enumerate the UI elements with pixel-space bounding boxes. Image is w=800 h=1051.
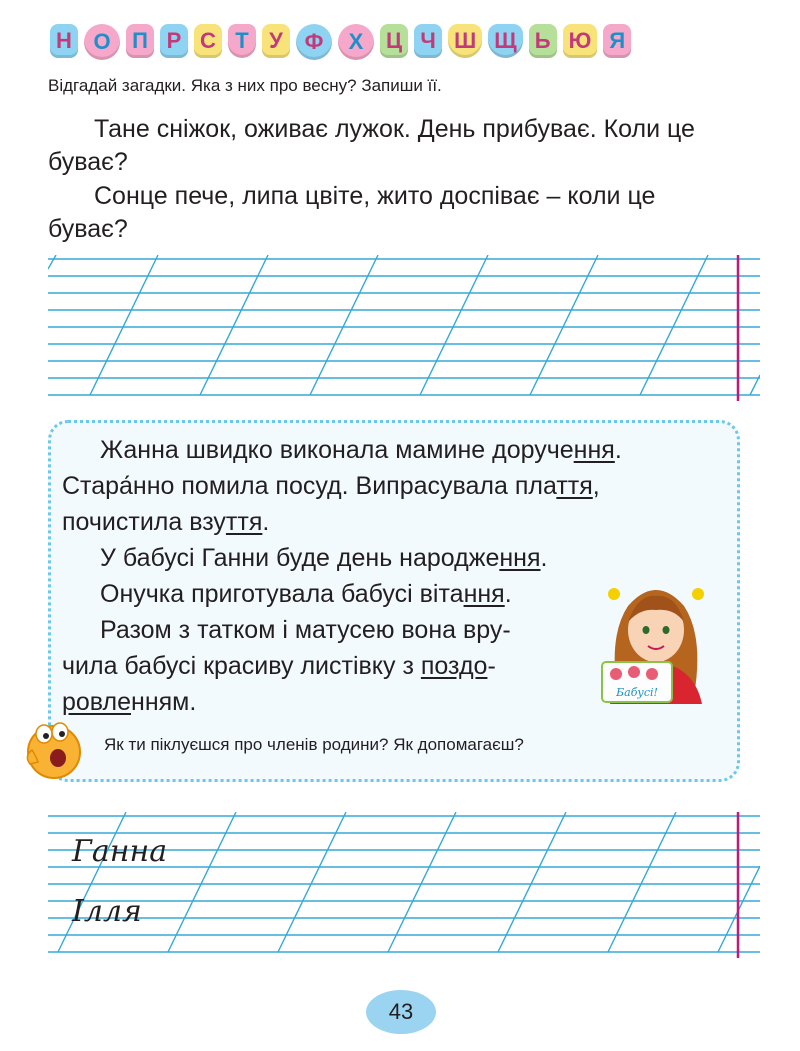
story-line-4: У бабусі Ганни буде день народження. xyxy=(100,544,548,572)
girl-with-card-illustration xyxy=(588,566,724,704)
alphabet-strip xyxy=(50,24,750,62)
story-line-3: почистила взуття. xyxy=(62,508,270,536)
alphabet-letter-tile: Ю xyxy=(563,24,598,58)
story-line-2: Стара́нно помила посуд. Випрасувала плаття, xyxy=(62,472,600,500)
alphabet-letter-tile: Ш xyxy=(448,24,482,58)
alphabet-letter-tile: У xyxy=(262,24,290,58)
task-instruction: Відгадай загадки. Яка з них про весну? Запиши її. xyxy=(48,76,442,95)
page-number: 43 xyxy=(366,990,436,1034)
card-text: Бабусі! xyxy=(616,686,658,699)
riddle-2: Сонце пече, липа цвіте, жито доспіває – коли це буває? xyxy=(48,182,656,243)
alphabet-letter-tile: С xyxy=(194,24,222,58)
writing-lines-1[interactable] xyxy=(48,255,760,401)
copybook-word-1: Ганна xyxy=(72,834,168,869)
alphabet-letter-tile: Н xyxy=(50,24,78,58)
story-line-8: ровленням. xyxy=(62,688,197,716)
alphabet-letter-tile: Ь xyxy=(529,24,557,58)
alphabet-letter-tile: Ч xyxy=(414,24,442,58)
copybook-word-2: Ілля xyxy=(72,894,142,929)
alphabet-letter-tile: О xyxy=(84,24,120,60)
alphabet-letter-tile: Щ xyxy=(488,24,522,58)
thinking-face-icon xyxy=(20,718,86,782)
alphabet-letter-tile: Я xyxy=(603,24,631,58)
alphabet-letter-tile: Р xyxy=(160,24,188,58)
story-line-6: Разом з татком і матусею вона вру- xyxy=(100,616,511,644)
story-line-5: Онучка приготувала бабусі вітання. xyxy=(100,580,512,608)
discussion-question: Як ти піклуєшся про членів родини? Як допомагаєш? xyxy=(104,735,524,754)
alphabet-letter-tile: Т xyxy=(228,24,256,58)
alphabet-letter-tile: П xyxy=(126,24,154,58)
alphabet-letter-tile: Ф xyxy=(296,24,332,60)
story-line-1: Жанна швидко виконала мамине доручення. xyxy=(100,436,622,464)
story-line-7: чила бабусі красиву листівку з поздо- xyxy=(62,652,496,680)
riddle-1: Тане сніжок, оживає лужок. День прибуває. Коли це буває? xyxy=(48,115,695,176)
alphabet-letter-tile: Х xyxy=(338,24,374,60)
alphabet-letter-tile: Ц xyxy=(380,24,408,58)
